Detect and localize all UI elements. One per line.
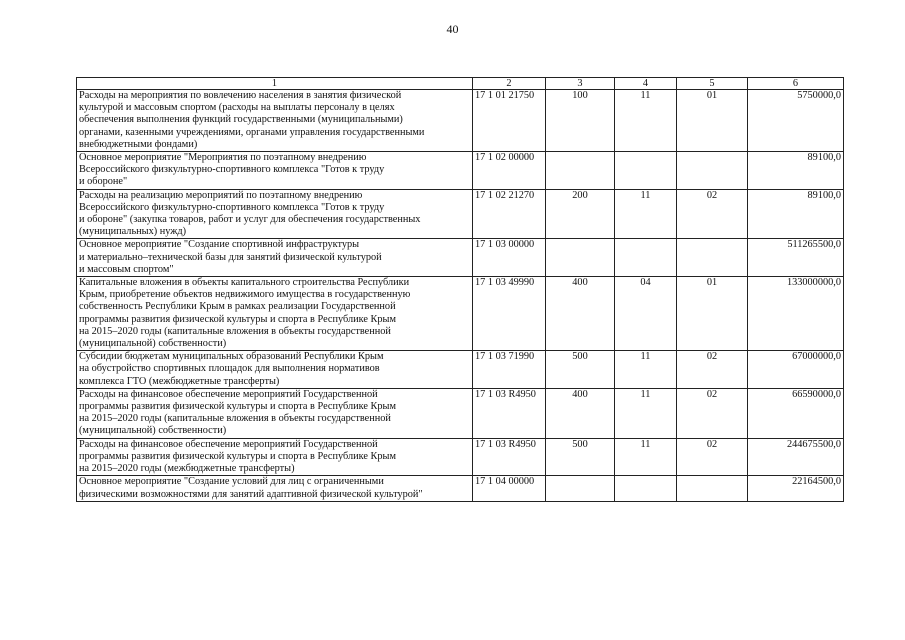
row-name: Субсидии бюджетам муниципальных образований Республики Крым на обустройство спортивных площадок для выполнения нормативов комплекса ГТО (межбюджетные трансферты) xyxy=(77,351,473,389)
column-header-3: 3 xyxy=(546,78,615,90)
row-amount: 89100,0 xyxy=(748,189,844,239)
row-code: 17 1 02 21270 xyxy=(473,189,546,239)
row-amount: 67000000,0 xyxy=(748,351,844,389)
table-row xyxy=(77,239,844,277)
row-col3 xyxy=(546,152,615,190)
row-name: Расходы на финансовое обеспечение мероприятий Государственной программы развития физической культуры и спорта в Республике Крым на 2015–2020 годы (капитальные вложения в объекты государственной (муниципальной) собственности) xyxy=(77,388,473,438)
row-name: Основное мероприятие "Создание условий для лиц с ограниченными физическими возможностями для занятий адаптивной физической культурой" xyxy=(77,476,473,501)
row-code: 17 1 02 00000 xyxy=(473,152,546,190)
row-amount: 22164500,0 xyxy=(748,476,844,501)
row-col4: 11 xyxy=(615,189,677,239)
table-row xyxy=(77,438,844,476)
table-row xyxy=(77,152,844,190)
row-amount: 66590000,0 xyxy=(748,388,844,438)
column-header-1: 1 xyxy=(77,78,473,90)
column-header-5: 5 xyxy=(677,78,748,90)
row-name: Расходы на реализацию мероприятий по поэтапному внедрению Всероссийского физкультурно-спортивного комплекса "Готов к труду и обороне" (закупка товаров, работ и услуг для обеспечения государственных (муниципальных) нужд) xyxy=(77,189,473,239)
row-col3: 400 xyxy=(546,388,615,438)
row-code: 17 1 04 00000 xyxy=(473,476,546,501)
row-col3: 400 xyxy=(546,277,615,351)
table-row xyxy=(77,90,844,152)
row-col5: 02 xyxy=(677,351,748,389)
row-col5: 02 xyxy=(677,388,748,438)
row-col3 xyxy=(546,476,615,501)
row-name: Расходы на финансовое обеспечение мероприятий Государственной программы развития физической культуры и спорта в Республике Крым на 2015–2020 годы (межбюджетные трансферты) xyxy=(77,438,473,476)
row-amount: 244675500,0 xyxy=(748,438,844,476)
row-code: 17 1 03 R4950 xyxy=(473,438,546,476)
row-col5: 02 xyxy=(677,438,748,476)
table-row xyxy=(77,189,844,239)
budget-table xyxy=(76,77,844,502)
row-col3: 200 xyxy=(546,189,615,239)
row-name: Основное мероприятие "Создание спортивной инфраструктуры и материально–технической базы для занятий физической культурой и массовым спортом" xyxy=(77,239,473,277)
row-col5 xyxy=(677,476,748,501)
row-col5: 02 xyxy=(677,189,748,239)
row-col4: 11 xyxy=(615,351,677,389)
row-col4 xyxy=(615,152,677,190)
row-col5 xyxy=(677,152,748,190)
row-code: 17 1 03 49990 xyxy=(473,277,546,351)
row-col3 xyxy=(546,239,615,277)
row-col3: 500 xyxy=(546,438,615,476)
column-header-4: 4 xyxy=(615,78,677,90)
row-col4: 11 xyxy=(615,388,677,438)
row-col5 xyxy=(677,239,748,277)
row-amount: 133000000,0 xyxy=(748,277,844,351)
row-col4 xyxy=(615,239,677,277)
row-name: Капитальные вложения в объекты капитального строительства Республики Крым, приобретение объектов недвижимого имущества в государственную собственность Республики Крым в рамках реализации Государственной программы развития физической культуры и спорта в Республике Крым на 2015–2020 годы (капитальные вложения в объекты государственной (муниципальной) собственности) xyxy=(77,277,473,351)
column-header-2: 2 xyxy=(473,78,546,90)
column-header-6: 6 xyxy=(748,78,844,90)
row-col5: 01 xyxy=(677,277,748,351)
row-col4 xyxy=(615,476,677,501)
row-col3: 500 xyxy=(546,351,615,389)
row-col5: 01 xyxy=(677,90,748,152)
row-col3: 100 xyxy=(546,90,615,152)
row-amount: 511265500,0 xyxy=(748,239,844,277)
table-row xyxy=(77,351,844,389)
table-row xyxy=(77,277,844,351)
row-code: 17 1 01 21750 xyxy=(473,90,546,152)
row-name: Основное мероприятие "Мероприятия по поэтапному внедрению Всероссийского физкультурно-спортивного комплекса "Готов к труду и обороне" xyxy=(77,152,473,190)
row-amount: 5750000,0 xyxy=(748,90,844,152)
header-row xyxy=(77,78,844,90)
table-row xyxy=(77,388,844,438)
row-col4: 04 xyxy=(615,277,677,351)
row-code: 17 1 03 R4950 xyxy=(473,388,546,438)
row-col4: 11 xyxy=(615,90,677,152)
row-name: Расходы на мероприятия по вовлечению населения в занятия физической культурой и массовым спортом (расходы на выплаты персоналу в целях обеспечения выполнения функций государственными (муниципальными) органами, казенными учреждениями, органами управления государственными внебюджетными фондами) xyxy=(77,90,473,152)
row-col4: 11 xyxy=(615,438,677,476)
table-row xyxy=(77,476,844,501)
page-number: 40 xyxy=(446,22,459,36)
row-amount: 89100,0 xyxy=(748,152,844,190)
row-code: 17 1 03 00000 xyxy=(473,239,546,277)
row-code: 17 1 03 71990 xyxy=(473,351,546,389)
